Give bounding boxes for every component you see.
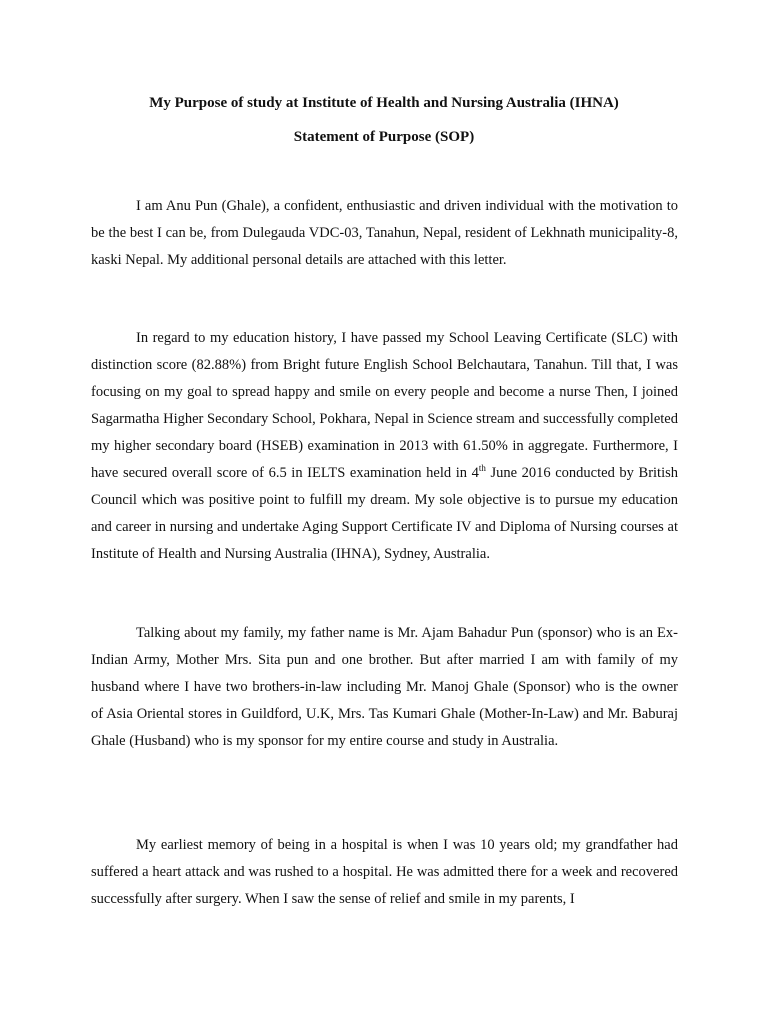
ordinal-superscript: th	[478, 463, 486, 473]
paragraph-education-text-end: June 2016 conducted by British Council which was positive point to fulfill my dream. My sole objective is to pursue my education and career in nursing and undertake Aging Support Certificate IV and Diploma of Nursing courses at Institute of Health and Nursing Australia (IHNA), Sydney, Australia.	[91, 465, 679, 562]
paragraph-personal-introduction: I am Anu Pun (Ghale), a confident, enthusiastic and driven individual with the motivation to be the best I can be, from Dulegauda VDC-03, Tanahun, Nepal, resident of Lekhnath municipality-8, kaski Nepal. My additional personal details are attached with this letter.	[91, 198, 678, 268]
paragraph-education-text-start: In regard to my education history, I have passed my School Leaving Certificate (SLC) with distinction score (82.88%) from Bright future English School Belchautara, Tanahun. Till that, I was focusing on my goal to spread happy and smile on every people and become a nurse Then, I joined Sagarmatha Higher Secondary School, Pokhara, Nepal in Science stream and successfully completed my higher secondary board (HSEB) examination in 2013 with 61.50% in aggregate. Furthermore, I have secured overall score of 6.5 in IELTS examination held in 4	[91, 330, 678, 481]
paragraph-family-background: Talking about my family, my father name is Mr. Ajam Bahadur Pun (sponsor) who is an Ex-Indian Army, Mother Mrs. Sita pun and one brother. But after married I am with family of my husband where I have two brothers-in-law including Mr. Manoj Ghale (Sponsor) who is the owner of Asia Oriental stores in Guildford, U.K, Mrs. Tas Kumari Ghale (Mother-In-Law) and Mr. Baburaj Ghale (Husband) who is my sponsor for my entire course and study in Australia.	[91, 625, 678, 749]
document-title: My Purpose of study at Institute of Health and Nursing Australia (IHNA)	[149, 95, 619, 111]
paragraph-hospital-memory: My earliest memory of being in a hospital is when I was 10 years old; my grandfather had suffered a heart attack and was rushed to a hospital. He was admitted there for a week and recovered successfully after surgery. When I saw the sense of relief and smile in my parents, I	[91, 837, 678, 907]
document-subtitle: Statement of Purpose (SOP)	[293, 129, 475, 145]
paragraph-education-history	[91, 325, 678, 568]
